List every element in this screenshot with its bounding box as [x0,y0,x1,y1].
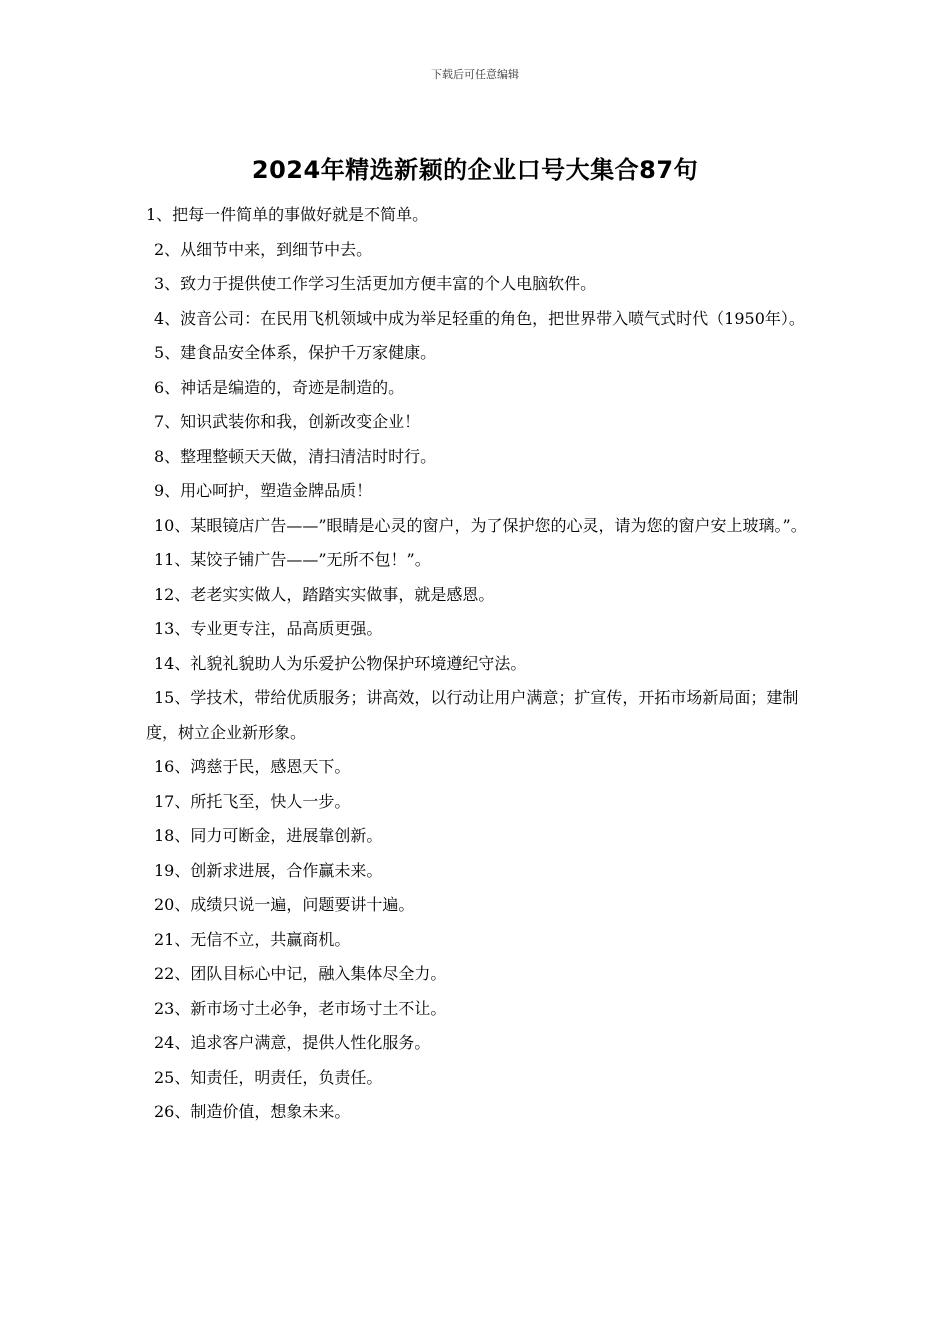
list-item: 6、神话是编造的，奇迹是制造的。 [154,377,405,397]
list-item: 11、某饺子铺广告——”无所不包！”。 [154,550,431,569]
list-item: 8、整理整顿天天做，清扫清洁时时行。 [154,446,437,466]
list-item: 18、同力可断金，进展靠创新。 [154,826,383,845]
list-item: 12、老老实实做人，踏踏实实做事，就是感恩。 [154,584,495,604]
list-item: 17、所托飞至，快人一步。 [154,791,351,811]
list-item: 1、把每一件简单的事做好就是不简单。 [146,205,429,224]
list-item: 5、建食品安全体系，保护千万家健康。 [154,343,437,362]
list-item: 22、团队目标心中记，融入集体尽全力。 [154,964,447,983]
list-item: 19、创新求进展，合作赢未来。 [154,860,383,880]
list-item: 3、致力于提供使工作学习生活更加方便丰富的个人电脑软件。 [154,274,597,293]
list-item: 15、学技术，带给优质服务；讲高效，以行动让用户满意；扩宣传，开拓市场新局面；建制度，树立企业新形象。 [146,688,799,742]
page-title: 2024年精选新颖的企业口号大集合87句 [251,156,699,184]
list-item: 13、专业更专注，品高质更强。 [154,619,383,638]
list-item: 2、从细节中来，到细节中去。 [154,239,373,259]
header-note: 下载后可任意编辑 [431,68,519,81]
list-item: 7、知识武装你和我，创新改变企业！ [154,412,421,431]
list-item: 26、制造价值，想象未来。 [154,1102,351,1121]
list-item: 14、礼貌礼貌助人为乐爱护公物保护环境遵纪守法。 [154,653,527,673]
list-item: 9、用心呵护，塑造金牌品质！ [154,481,373,500]
list-item: 25、知责任，明责任，负责任。 [154,1067,383,1087]
list-item: 24、追求客户满意，提供人性化服务。 [154,1033,431,1052]
list-item: 23、新市场寸土必争，老市场寸土不让。 [154,998,447,1018]
slogan-list [146,198,810,1130]
list-item: 4、波音公司：在民用飞机领域中成为举足轻重的角色，把世界带入喷气式时代（1950年）。 [154,308,805,328]
list-item: 21、无信不立，共赢商机。 [154,929,351,949]
list-item: 10、某眼镜店广告——”眼睛是心灵的窗户，为了保护您的心灵，请为您的窗户安上玻璃。”。 [154,515,807,535]
list-item: 20、成绩只说一遍，问题要讲十遍。 [154,895,415,914]
list-item: 16、鸿慈于民，感恩天下。 [154,757,351,776]
